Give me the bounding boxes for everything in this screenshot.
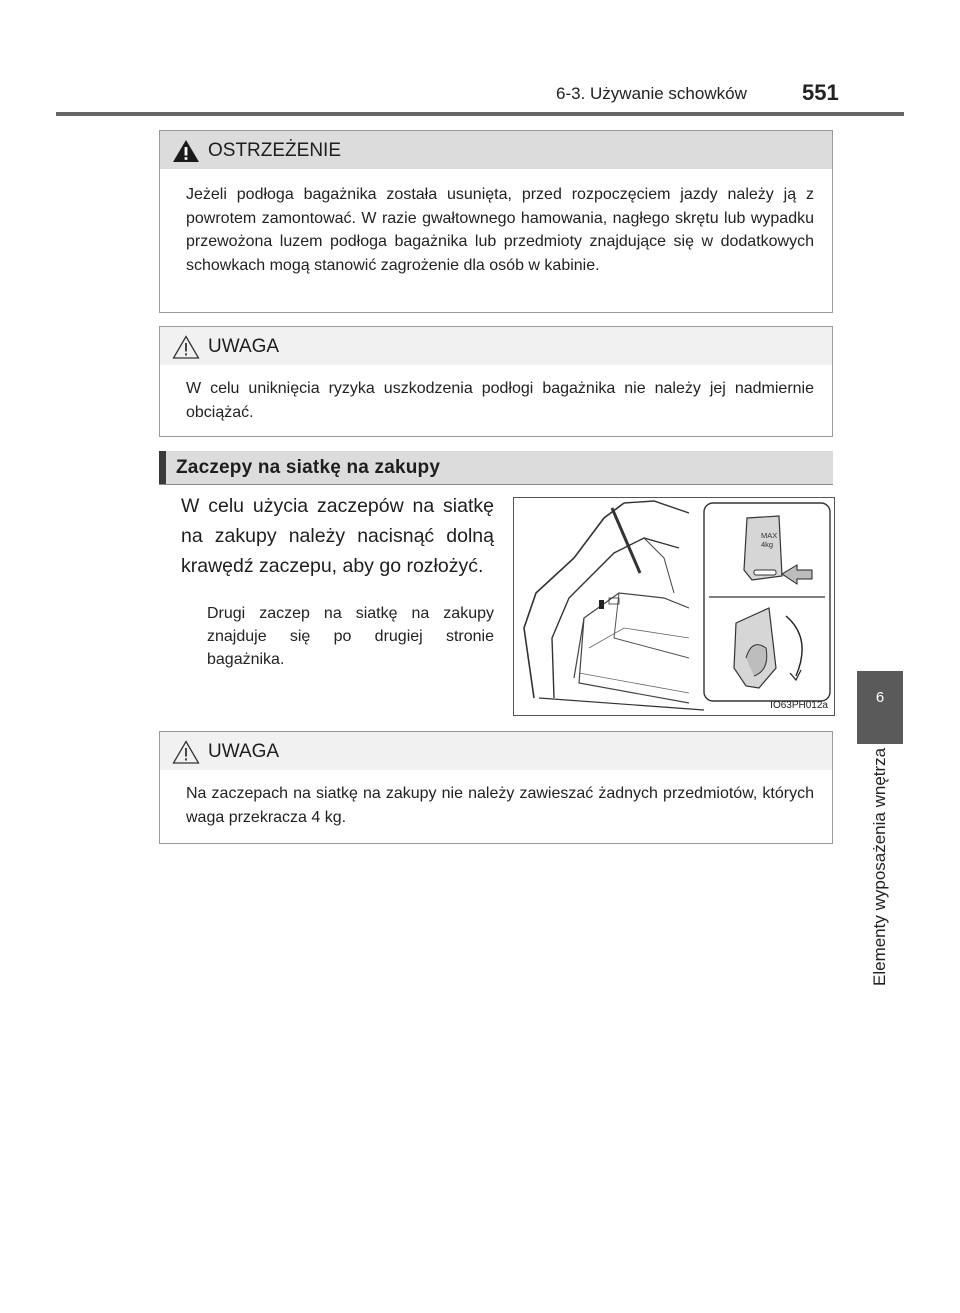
warning-text: Jeżeli podłoga bagażnika została usunięta, przed rozpoczęciem jazdy należy ją z powrotem zamontować. W razie gwałtownego hamowania, nagłego skrętu lub wypadku przewożona luzem podłoga bagażnika lub przedmioty znajdujące się w dodatkowych schowkach mogą stanowić zagrożenie dla osób w kabinie.	[186, 186, 814, 274]
section-header	[159, 451, 833, 484]
section-title: Zaczepy na siatkę na zakupy	[176, 457, 441, 478]
section-divider	[159, 484, 833, 485]
section-marker	[159, 451, 166, 484]
chapter-tab	[857, 671, 903, 744]
hook-label-weight: 4kg	[761, 540, 774, 549]
notice-box-hooks	[159, 731, 833, 844]
instruction-note: Drugi zaczep na siatkę na zakupy znajduje się po drugiej stronie bagażnika.	[207, 605, 494, 668]
notice-header-hooks	[160, 732, 832, 770]
notice-box	[159, 326, 833, 437]
trunk-drawing	[514, 498, 835, 716]
notice-header	[160, 327, 832, 365]
notice-title: UWAGA	[208, 336, 280, 357]
warning-header	[160, 131, 832, 169]
header-divider	[56, 112, 904, 116]
notice-title-hooks: UWAGA	[208, 741, 280, 762]
chapter-title: Elementy wyposażenia wnętrza	[870, 748, 889, 987]
caution-triangle-icon	[172, 335, 200, 364]
section-heading: 6-3. Używanie schowków	[556, 84, 747, 103]
illustration-code: IO63PH012a	[770, 700, 828, 711]
caution-triangle-icon	[172, 740, 200, 769]
warning-box	[159, 130, 833, 313]
warning-triangle-icon	[172, 139, 200, 168]
page-number: 551	[802, 80, 839, 105]
hook-label-max: MAX	[761, 531, 778, 540]
instruction-text: W celu użycia zaczepów na siatkę na zakupy należy nacisnąć dolną krawędź zaczepu, aby go rozłożyć.	[181, 495, 494, 577]
notice-text: W celu uniknięcia ryzyka uszkodzenia podłogi bagażnika nie należy jej nadmiernie obciążać.	[186, 380, 814, 421]
trunk-hook-illustration	[513, 497, 835, 716]
notice-text-hooks: Na zaczepach na siatkę na zakupy nie należy zawieszać żadnych przedmiotów, których waga przekracza 4 kg.	[186, 785, 814, 826]
chapter-number: 6	[875, 689, 885, 706]
warning-title: OSTRZEŻENIE	[208, 140, 342, 161]
